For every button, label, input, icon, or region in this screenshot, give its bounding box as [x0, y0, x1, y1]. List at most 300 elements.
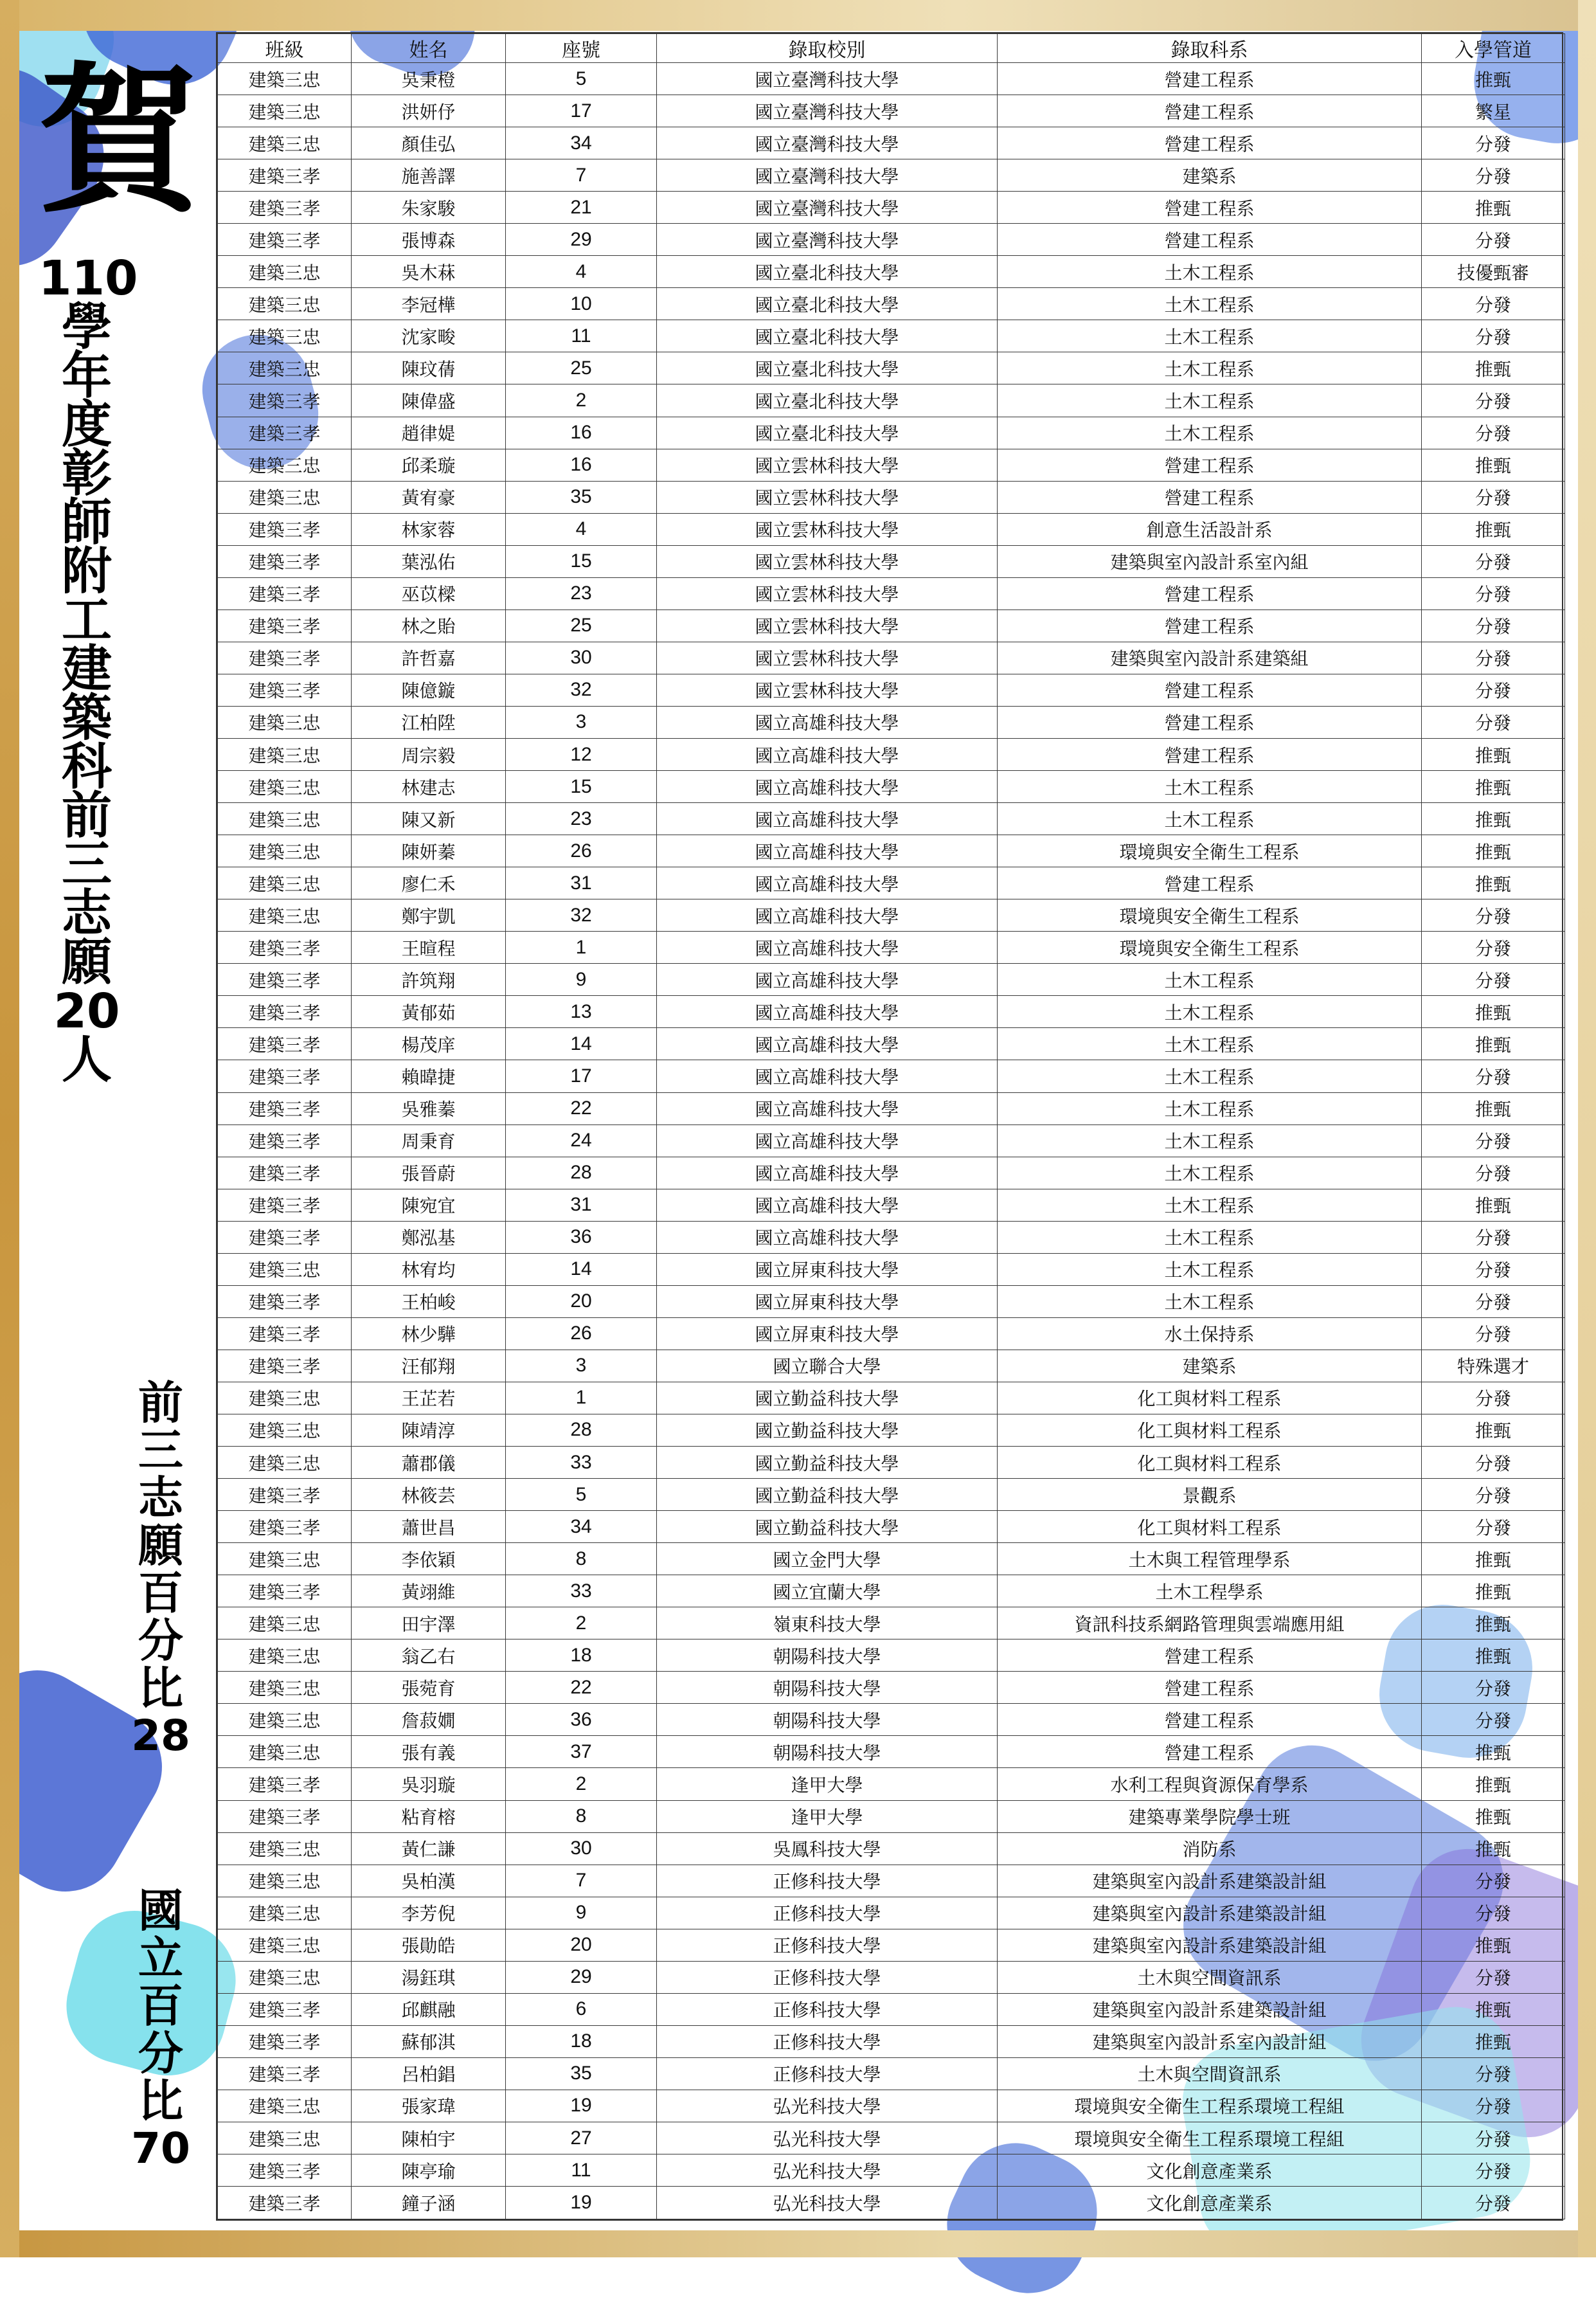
school-cell: 國立屏東科技大學 [657, 1253, 998, 1285]
admission-channel-cell: 分發 [1422, 674, 1565, 706]
table-row [218, 674, 1565, 706]
school-cell: 國立高雄科技大學 [657, 1157, 998, 1189]
admission-channel-cell: 分發 [1422, 1253, 1565, 1285]
name-cell: 趙律媞 [352, 417, 506, 449]
school-cell: 國立高雄科技大學 [657, 1028, 998, 1060]
name-cell: 洪妍伃 [352, 95, 506, 127]
class-cell: 建築三忠 [218, 1447, 352, 1479]
admission-channel-cell: 分發 [1422, 1221, 1565, 1253]
stat-national-char: 比 [138, 2075, 183, 2127]
name-cell: 吳羽璇 [352, 1768, 506, 1800]
seat-number-cell: 1 [506, 932, 657, 964]
class-cell: 建築三孝 [218, 610, 352, 642]
seat-number-cell: 26 [506, 835, 657, 867]
class-cell: 建築三孝 [218, 1317, 352, 1350]
school-cell: 國立雲林科技大學 [657, 449, 998, 481]
seat-number-cell: 7 [506, 1865, 657, 1897]
school-cell: 弘光科技大學 [657, 2187, 998, 2219]
column-header: 錄取校別 [657, 34, 998, 63]
admission-channel-cell: 繁星 [1422, 95, 1565, 127]
admission-channel-cell: 分發 [1422, 1511, 1565, 1543]
name-cell: 詹菽嫺 [352, 1704, 506, 1736]
table-row [218, 899, 1565, 932]
department-cell: 建築與室內設計系建築設計組 [998, 1993, 1422, 2025]
name-cell: 王柏峻 [352, 1285, 506, 1317]
department-cell: 土木工程系 [998, 771, 1422, 803]
table-row [218, 95, 1565, 127]
seat-number-cell: 18 [506, 2025, 657, 2057]
name-cell: 李芳倪 [352, 1897, 506, 1929]
admission-channel-cell: 分發 [1422, 2187, 1565, 2219]
department-cell: 水利工程與資源保育學系 [998, 1768, 1422, 1800]
school-cell: 國立勤益科技大學 [657, 1414, 998, 1446]
department-cell: 土木工程學系 [998, 1575, 1422, 1607]
department-cell: 土木工程系 [998, 320, 1422, 352]
table-row [218, 63, 1565, 95]
table-row [218, 1124, 1565, 1157]
school-cell: 國立金門大學 [657, 1543, 998, 1575]
school-cell: 國立雲林科技大學 [657, 545, 998, 577]
table-row [218, 1800, 1565, 1832]
seat-number-cell: 35 [506, 481, 657, 513]
class-cell: 建築三孝 [218, 1221, 352, 1253]
seat-number-cell: 19 [506, 2090, 657, 2122]
seat-number-cell: 4 [506, 513, 657, 545]
stat-top3-char: 三 [138, 1424, 183, 1477]
admission-channel-cell: 特殊選才 [1422, 1350, 1565, 1382]
table-row [218, 1157, 1565, 1189]
class-cell: 建築三孝 [218, 1028, 352, 1060]
school-cell: 國立高雄科技大學 [657, 1092, 998, 1124]
congrats-title [35, 48, 202, 235]
admission-channel-cell: 分發 [1422, 1382, 1565, 1414]
name-cell: 周秉育 [352, 1124, 506, 1157]
class-cell: 建築三孝 [218, 577, 352, 610]
seat-number-cell: 5 [506, 1479, 657, 1511]
school-cell: 國立雲林科技大學 [657, 577, 998, 610]
department-cell: 營建工程系 [998, 63, 1422, 95]
table-row [218, 2057, 1565, 2090]
name-cell: 林建志 [352, 771, 506, 803]
name-cell: 施善譯 [352, 159, 506, 192]
name-cell: 吳雅蓁 [352, 1092, 506, 1124]
class-cell: 建築三孝 [218, 674, 352, 706]
department-cell: 營建工程系 [998, 867, 1422, 899]
class-cell: 建築三忠 [218, 95, 352, 127]
class-cell: 建築三孝 [218, 1189, 352, 1221]
class-cell: 建築三孝 [218, 996, 352, 1028]
school-cell: 國立臺北科技大學 [657, 320, 998, 352]
table-row [218, 513, 1565, 545]
table-row [218, 1479, 1565, 1511]
name-cell: 翁乙右 [352, 1639, 506, 1672]
seat-number-cell: 2 [506, 1607, 657, 1639]
class-cell: 建築三忠 [218, 1382, 352, 1414]
class-cell: 建築三忠 [218, 481, 352, 513]
name-cell: 陳億鏇 [352, 674, 506, 706]
admission-channel-cell: 分發 [1422, 1124, 1565, 1157]
department-cell: 土木工程系 [998, 1189, 1422, 1221]
name-cell: 張勛皓 [352, 1929, 506, 1961]
school-cell: 國立臺灣科技大學 [657, 224, 998, 256]
table-row [218, 1832, 1565, 1865]
department-cell: 土木工程系 [998, 1157, 1422, 1189]
seat-number-cell: 6 [506, 1993, 657, 2025]
table-row [218, 642, 1565, 674]
table-row [218, 577, 1565, 610]
class-cell: 建築三孝 [218, 2057, 352, 2090]
class-cell: 建築三忠 [218, 738, 352, 770]
class-cell: 建築三忠 [218, 706, 352, 738]
seat-number-cell: 37 [506, 1736, 657, 1768]
admission-channel-cell: 分發 [1422, 545, 1565, 577]
table-row [218, 932, 1565, 964]
table-row [218, 1189, 1565, 1221]
department-cell: 文化創意產業系 [998, 2187, 1422, 2219]
seat-number-cell: 31 [506, 867, 657, 899]
class-cell: 建築三孝 [218, 2187, 352, 2219]
school-cell: 國立屏東科技大學 [657, 1285, 998, 1317]
class-cell: 建築三孝 [218, 1479, 352, 1511]
department-cell: 營建工程系 [998, 224, 1422, 256]
admission-channel-cell: 推甄 [1422, 771, 1565, 803]
class-cell: 建築三忠 [218, 1414, 352, 1446]
headline-char: 願 [61, 934, 112, 991]
school-cell: 正修科技大學 [657, 1993, 998, 2025]
name-cell: 王芷若 [352, 1382, 506, 1414]
seat-number-cell: 29 [506, 224, 657, 256]
department-cell: 土木與工程管理學系 [998, 1543, 1422, 1575]
school-cell: 國立高雄科技大學 [657, 964, 998, 996]
admission-channel-cell: 推甄 [1422, 1092, 1565, 1124]
table-row [218, 1414, 1565, 1446]
frame-left-border [0, 0, 19, 2257]
table-row [218, 192, 1565, 224]
name-cell: 賴暐捷 [352, 1060, 506, 1092]
table-row [218, 1929, 1565, 1961]
name-cell: 張菀育 [352, 1672, 506, 1704]
admission-channel-cell: 分發 [1422, 1961, 1565, 1993]
stat-top3-char: 志 [138, 1472, 183, 1524]
headline-char: 彰 [61, 445, 112, 503]
department-cell: 土木工程系 [998, 1253, 1422, 1285]
school-cell: 國立臺北科技大學 [657, 256, 998, 288]
name-cell: 田宇澤 [352, 1607, 506, 1639]
department-cell: 營建工程系 [998, 127, 1422, 159]
headline-char: 20 [53, 984, 120, 1039]
class-cell: 建築三孝 [218, 1124, 352, 1157]
column-header: 座號 [506, 34, 657, 63]
stat-top3-char: 前 [138, 1377, 183, 1429]
school-cell: 逢甲大學 [657, 1768, 998, 1800]
seat-number-cell: 16 [506, 449, 657, 481]
name-cell: 顏佳弘 [352, 127, 506, 159]
seat-number-cell: 27 [506, 2122, 657, 2154]
headline-char: 科 [61, 738, 112, 796]
class-cell: 建築三孝 [218, 1993, 352, 2025]
seat-number-cell: 36 [506, 1221, 657, 1253]
frame-top-border [0, 0, 1596, 31]
name-cell: 邱麒融 [352, 1993, 506, 2025]
class-cell: 建築三孝 [218, 2025, 352, 2057]
seat-number-cell: 31 [506, 1189, 657, 1221]
school-cell: 國立宜蘭大學 [657, 1575, 998, 1607]
department-cell: 化工與材料工程系 [998, 1447, 1422, 1479]
seat-number-cell: 30 [506, 642, 657, 674]
name-cell: 李冠樺 [352, 288, 506, 320]
name-cell: 陳又新 [352, 803, 506, 835]
seat-number-cell: 3 [506, 706, 657, 738]
school-cell: 正修科技大學 [657, 2057, 998, 2090]
school-cell: 國立雲林科技大學 [657, 642, 998, 674]
class-cell: 建築三忠 [218, 288, 352, 320]
school-cell: 國立臺北科技大學 [657, 352, 998, 384]
seat-number-cell: 22 [506, 1672, 657, 1704]
table-row [218, 1607, 1565, 1639]
headline-char: 築 [61, 689, 112, 747]
seat-number-cell: 19 [506, 2187, 657, 2219]
table-row [218, 1447, 1565, 1479]
seat-number-cell: 1 [506, 1382, 657, 1414]
table-row [218, 481, 1565, 513]
school-cell: 國立臺灣科技大學 [657, 95, 998, 127]
seat-number-cell: 4 [506, 256, 657, 288]
stat-top3-percentage [119, 1379, 202, 1760]
admission-channel-cell: 推甄 [1422, 1993, 1565, 2025]
department-cell: 土木工程系 [998, 996, 1422, 1028]
admissions-table-body [218, 63, 1565, 2219]
school-cell: 國立高雄科技大學 [657, 706, 998, 738]
seat-number-cell: 26 [506, 1317, 657, 1350]
class-cell: 建築三忠 [218, 899, 352, 932]
table-row [218, 417, 1565, 449]
department-cell: 土木工程系 [998, 256, 1422, 288]
admission-channel-cell: 推甄 [1422, 1768, 1565, 1800]
admission-channel-cell: 分發 [1422, 1157, 1565, 1189]
name-cell: 張晉蔚 [352, 1157, 506, 1189]
class-cell: 建築三孝 [218, 417, 352, 449]
admission-channel-cell: 推甄 [1422, 1736, 1565, 1768]
department-cell: 土木工程系 [998, 384, 1422, 417]
table-row [218, 2187, 1565, 2219]
frame-bottom-border [0, 2230, 1596, 2257]
school-cell: 弘光科技大學 [657, 2122, 998, 2154]
school-cell: 國立雲林科技大學 [657, 674, 998, 706]
table-row [218, 1897, 1565, 1929]
class-cell: 建築三孝 [218, 513, 352, 545]
class-cell: 建築三忠 [218, 803, 352, 835]
stat-national-char: 分 [138, 2027, 183, 2080]
department-cell: 環境與安全衛生工程系環境工程組 [998, 2122, 1422, 2154]
department-cell: 水土保持系 [998, 1317, 1422, 1350]
department-cell: 化工與材料工程系 [998, 1382, 1422, 1414]
school-cell: 國立高雄科技大學 [657, 738, 998, 770]
admission-channel-cell: 推甄 [1422, 2025, 1565, 2057]
headline-char: 學 [61, 298, 112, 356]
admission-channel-cell: 推甄 [1422, 1575, 1565, 1607]
admission-channel-cell: 推甄 [1422, 449, 1565, 481]
name-cell: 汪郁翔 [352, 1350, 506, 1382]
admission-channel-cell: 分發 [1422, 1865, 1565, 1897]
class-cell: 建築三忠 [218, 1639, 352, 1672]
table-row [218, 1961, 1565, 1993]
seat-number-cell: 15 [506, 771, 657, 803]
department-cell: 土木工程系 [998, 1285, 1422, 1317]
table-row [218, 1382, 1565, 1414]
headline-char: 師 [61, 494, 112, 552]
school-cell: 國立高雄科技大學 [657, 899, 998, 932]
name-cell: 張家瑋 [352, 2090, 506, 2122]
school-cell: 國立高雄科技大學 [657, 803, 998, 835]
admission-channel-cell: 分發 [1422, 642, 1565, 674]
name-cell: 林家蓉 [352, 513, 506, 545]
seat-number-cell: 11 [506, 320, 657, 352]
department-cell: 營建工程系 [998, 1704, 1422, 1736]
class-cell: 建築三孝 [218, 932, 352, 964]
seat-number-cell: 12 [506, 738, 657, 770]
admission-channel-cell: 分發 [1422, 577, 1565, 610]
name-cell: 粘育榕 [352, 1800, 506, 1832]
congrats-character: 賀 [39, 48, 199, 235]
school-cell: 國立聯合大學 [657, 1350, 998, 1382]
table-row [218, 159, 1565, 192]
class-cell: 建築三忠 [218, 1961, 352, 1993]
seat-number-cell: 17 [506, 1060, 657, 1092]
seat-number-cell: 33 [506, 1575, 657, 1607]
admission-channel-cell: 推甄 [1422, 1028, 1565, 1060]
class-cell: 建築三孝 [218, 1575, 352, 1607]
seat-number-cell: 20 [506, 1929, 657, 1961]
table-row [218, 545, 1565, 577]
table-row [218, 771, 1565, 803]
school-cell: 正修科技大學 [657, 1961, 998, 1993]
class-cell: 建築三忠 [218, 1704, 352, 1736]
name-cell: 黃仁謙 [352, 1832, 506, 1865]
name-cell: 周宗毅 [352, 738, 506, 770]
department-cell: 土木工程系 [998, 1092, 1422, 1124]
headline-char: 前 [61, 787, 112, 845]
name-cell: 吳柏漢 [352, 1865, 506, 1897]
school-cell: 國立屏東科技大學 [657, 1317, 998, 1350]
headline-char: 志 [61, 885, 112, 943]
department-cell: 營建工程系 [998, 95, 1422, 127]
class-cell: 建築三孝 [218, 1285, 352, 1317]
class-cell: 建築三孝 [218, 1092, 352, 1124]
admission-channel-cell: 推甄 [1422, 1832, 1565, 1865]
admission-channel-cell: 分發 [1422, 1704, 1565, 1736]
class-cell: 建築三孝 [218, 1768, 352, 1800]
school-cell: 國立勤益科技大學 [657, 1447, 998, 1479]
table-row [218, 2122, 1565, 2154]
seat-number-cell: 17 [506, 95, 657, 127]
class-cell: 建築三孝 [218, 1511, 352, 1543]
school-cell: 朝陽科技大學 [657, 1639, 998, 1672]
department-cell: 土木工程系 [998, 417, 1422, 449]
column-header: 入學管道 [1422, 34, 1565, 63]
school-cell: 國立高雄科技大學 [657, 932, 998, 964]
table-row [218, 2154, 1565, 2187]
table-row [218, 996, 1565, 1028]
school-cell: 國立臺北科技大學 [657, 417, 998, 449]
headline-char: 人 [61, 1031, 112, 1089]
department-cell: 建築專業學院學士班 [998, 1800, 1422, 1832]
department-cell: 建築系 [998, 159, 1422, 192]
department-cell: 建築系 [998, 1350, 1422, 1382]
name-cell: 陳靖淳 [352, 1414, 506, 1446]
admission-channel-cell: 推甄 [1422, 996, 1565, 1028]
class-cell: 建築三孝 [218, 1157, 352, 1189]
admission-channel-cell: 推甄 [1422, 1543, 1565, 1575]
name-cell: 張博森 [352, 224, 506, 256]
seat-number-cell: 34 [506, 127, 657, 159]
admission-channel-cell: 推甄 [1422, 738, 1565, 770]
school-cell: 國立高雄科技大學 [657, 1189, 998, 1221]
table-row [218, 964, 1565, 996]
admission-channel-cell: 分發 [1422, 2090, 1565, 2122]
admission-channel-cell: 分發 [1422, 706, 1565, 738]
seat-number-cell: 28 [506, 1414, 657, 1446]
headline-char: 附 [61, 543, 112, 601]
class-cell: 建築三忠 [218, 1253, 352, 1285]
class-cell: 建築三忠 [218, 1832, 352, 1865]
class-cell: 建築三忠 [218, 2090, 352, 2122]
department-cell: 化工與材料工程系 [998, 1414, 1422, 1446]
school-cell: 國立高雄科技大學 [657, 1060, 998, 1092]
seat-number-cell: 9 [506, 964, 657, 996]
department-cell: 建築與室內設計系建築設計組 [998, 1897, 1422, 1929]
name-cell: 鄭宇凱 [352, 899, 506, 932]
table-row [218, 320, 1565, 352]
seat-number-cell: 21 [506, 192, 657, 224]
class-cell: 建築三忠 [218, 1672, 352, 1704]
class-cell: 建築三忠 [218, 320, 352, 352]
admission-channel-cell: 分發 [1422, 2122, 1565, 2154]
department-cell: 建築與室內設計系建築組 [998, 642, 1422, 674]
admission-channel-cell: 分發 [1422, 1317, 1565, 1350]
school-cell: 國立雲林科技大學 [657, 481, 998, 513]
headline-vertical [39, 251, 138, 1089]
name-cell: 邱柔璇 [352, 449, 506, 481]
admission-channel-cell: 分發 [1422, 1447, 1565, 1479]
school-cell: 國立臺北科技大學 [657, 384, 998, 417]
department-cell: 環境與安全衛生工程系 [998, 835, 1422, 867]
table-row [218, 2090, 1565, 2122]
admission-channel-cell: 推甄 [1422, 192, 1565, 224]
seat-number-cell: 36 [506, 1704, 657, 1736]
department-cell: 土木工程系 [998, 1060, 1422, 1092]
table-row [218, 1060, 1565, 1092]
department-cell: 環境與安全衛生工程系環境工程組 [998, 2090, 1422, 2122]
department-cell: 營建工程系 [998, 192, 1422, 224]
class-cell: 建築三孝 [218, 192, 352, 224]
department-cell: 消防系 [998, 1832, 1422, 1865]
table-header-row [218, 34, 1565, 63]
seat-number-cell: 33 [506, 1447, 657, 1479]
name-cell: 陳亭瑜 [352, 2154, 506, 2187]
class-cell: 建築三忠 [218, 1929, 352, 1961]
stat-top3-char: 願 [138, 1519, 183, 1572]
school-cell: 國立勤益科技大學 [657, 1479, 998, 1511]
department-cell: 建築與室內設計系室內設計組 [998, 2025, 1422, 2057]
department-cell: 創意生活設計系 [998, 513, 1422, 545]
admission-channel-cell: 分發 [1422, 1479, 1565, 1511]
admission-channel-cell: 分發 [1422, 1060, 1565, 1092]
admission-channel-cell: 分發 [1422, 224, 1565, 256]
class-cell: 建築三忠 [218, 449, 352, 481]
department-cell: 土木工程系 [998, 352, 1422, 384]
name-cell: 林少驊 [352, 1317, 506, 1350]
class-cell: 建築三忠 [218, 1736, 352, 1768]
